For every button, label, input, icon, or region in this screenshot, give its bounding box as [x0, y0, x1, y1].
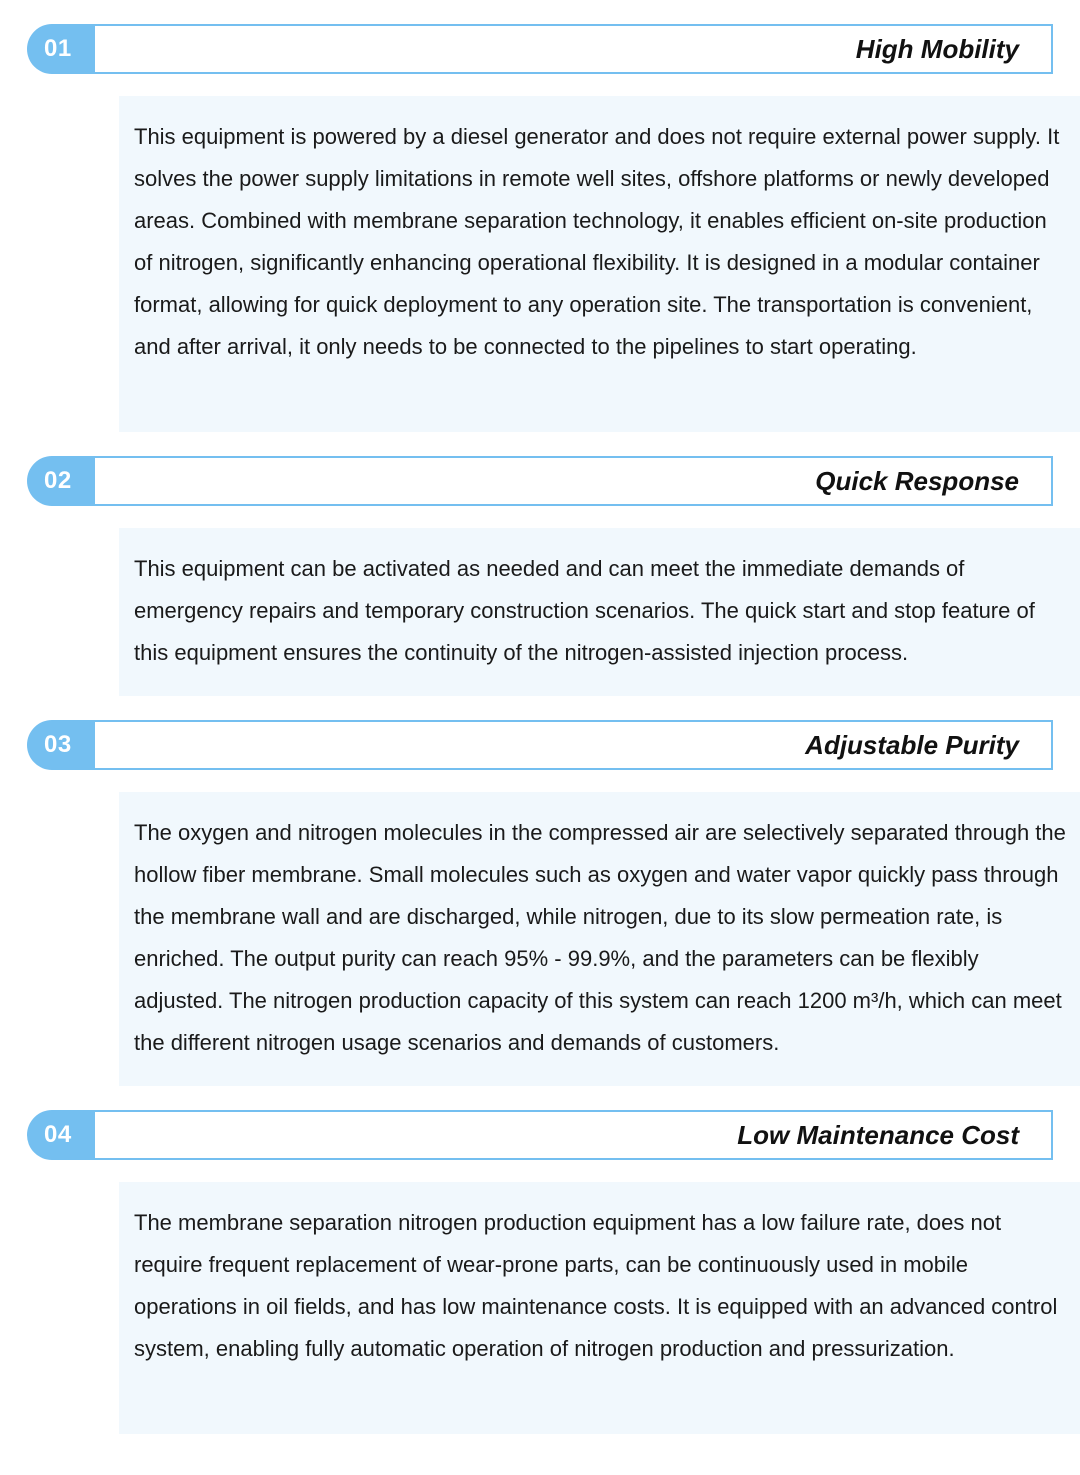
section-number-badge: 03	[27, 720, 107, 770]
section-title-bar	[93, 456, 1053, 506]
section-number-badge: 01	[27, 24, 107, 74]
section-number-badge: 02	[27, 456, 107, 506]
section-body-panel	[119, 96, 1080, 432]
section-title-bar	[93, 720, 1053, 770]
section-number-badge: 04	[27, 1110, 107, 1160]
section-header	[27, 1110, 1053, 1160]
section-title-bar	[93, 1110, 1053, 1160]
section-body-panel	[119, 1182, 1080, 1434]
section-header	[27, 24, 1053, 74]
section-body-panel	[119, 792, 1080, 1086]
section-body-text: The oxygen and nitrogen molecules in the compressed air are selectively separated through the hollow fiber membrane. Small molecules such as oxygen and water vapor quickly pass through the membrane wall and are discharged, while nitrogen, due to its slow permeation rate, is enriched. The output purity can reach 95% - 99.9%, and the parameters can be flexibly adjusted. The nitrogen production capacity of this system can reach 1200 m³/h, which can meet the different nitrogen usage scenarios and demands of customers.	[134, 820, 1066, 1055]
section-body-text: This equipment is powered by a diesel generator and does not require external power supply. It solves the power supply limitations in remote well sites, offshore platforms or newly developed areas. Combined with membrane separation technology, it enables efficient on-site production of nitrogen, significantly enhancing operational flexibility. It is designed in a modular container format, allowing for quick deployment to any operation site. The transportation is convenient, and after arrival, it only needs to be connected to the pipelines to start operating.	[134, 124, 1060, 359]
section-title: Low Maintenance Cost	[737, 1119, 1019, 1150]
section-header	[27, 456, 1053, 506]
section-body-text: The membrane separation nitrogen production equipment has a low failure rate, does not require frequent replacement of wear-prone parts, can be continuously used in mobile operations in oil fields, and has low maintenance costs. It is equipped with an advanced control system, enabling fully automatic operation of nitrogen production and pressurization.	[134, 1210, 1058, 1361]
section-body-panel	[119, 528, 1080, 696]
section-header	[27, 720, 1053, 770]
section-title: Adjustable Purity	[805, 729, 1019, 760]
section-body-text: This equipment can be activated as needed and can meet the immediate demands of emergency repairs and temporary construction scenarios. The quick start and stop feature of this equipment ensures the continuity of the nitrogen-assisted injection process.	[134, 556, 1035, 665]
section-title: Quick Response	[815, 465, 1019, 496]
section-title: High Mobility	[855, 33, 1019, 64]
section-title-bar	[93, 24, 1053, 74]
